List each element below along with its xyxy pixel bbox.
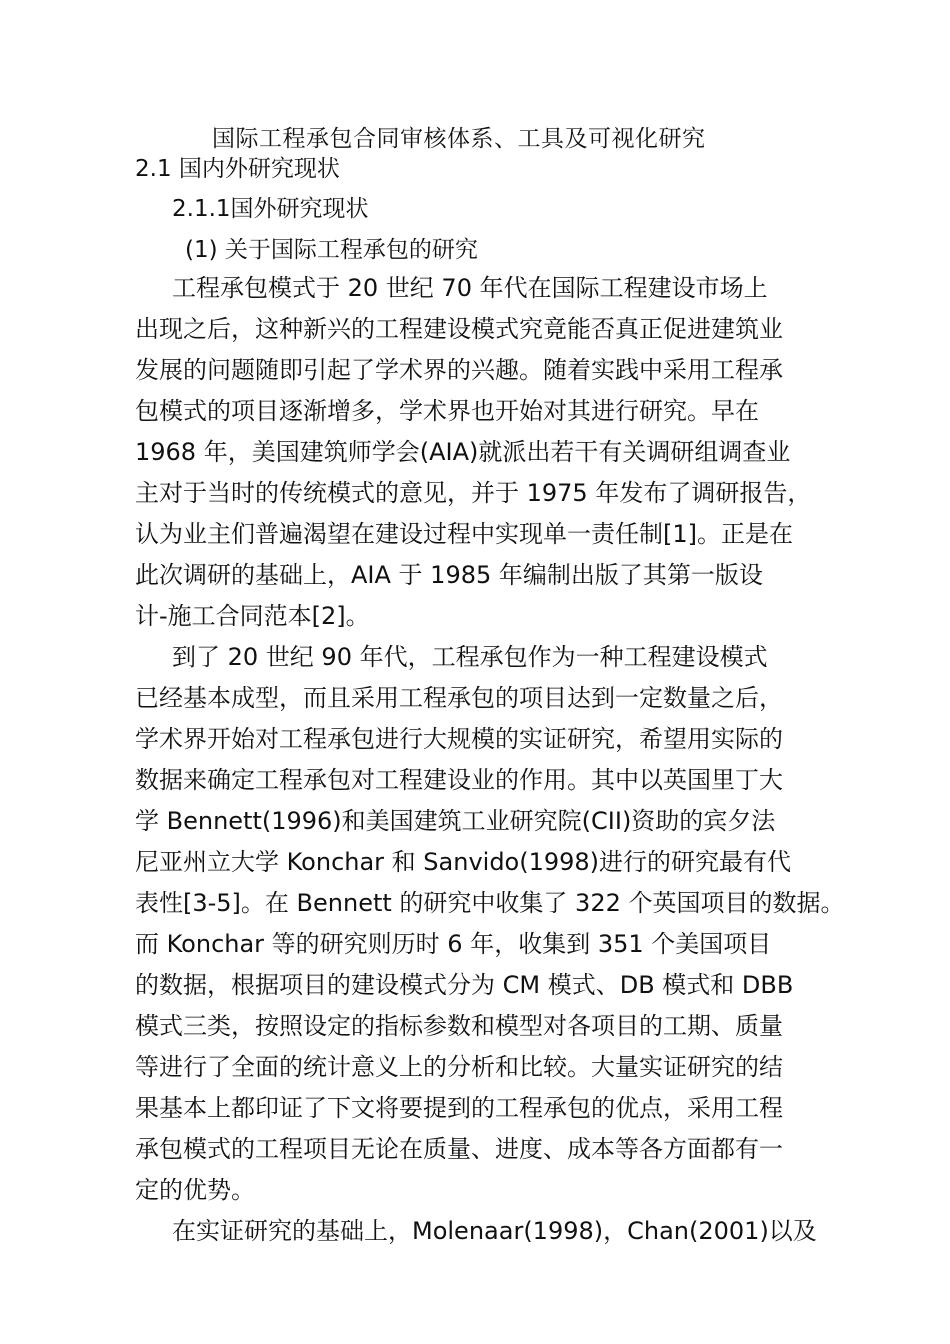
paragraph-line: 在实证研究的基础上，Molenaar(1998)，Chan(2001)以及 bbox=[172, 1217, 817, 1245]
paragraph-line: 包模式的项目逐渐增多，学术界也开始对其进行研究。早在 bbox=[135, 397, 759, 425]
paragraph-line: 模式三类，按照设定的指标参数和模型对各项目的工期、质量 bbox=[135, 1012, 783, 1040]
paragraph-line: 1968 年，美国建筑师学会(AIA)就派出若干有关调研组调查业 bbox=[135, 438, 791, 466]
document-title: 国际工程承包合同审核体系、工具及可视化研究 bbox=[212, 126, 706, 152]
paragraph-line: 承包模式的工程项目无论在质量、进度、成本等各方面都有一 bbox=[135, 1135, 783, 1163]
subsection-heading: 2.1.1国外研究现状 bbox=[172, 196, 369, 222]
paragraph-line: 学术界开始对工程承包进行大规模的实证研究，希望用实际的 bbox=[135, 725, 783, 753]
paragraph-line: 主对于当时的传统模式的意见，并于 1975 年发布了调研报告， bbox=[135, 479, 812, 507]
paragraph-line: 计-施工合同范本[2]。 bbox=[135, 602, 370, 630]
paragraph-line: 工程承包模式于 20 世纪 70 年代在国际工程建设市场上 bbox=[172, 274, 768, 302]
paragraph-line: 认为业主们普遍渴望在建设过程中实现单一责任制[1]。正是在 bbox=[135, 520, 793, 548]
paragraph-line: 学 Bennett(1996)和美国建筑工业研究院(CII)资助的宾夕法 bbox=[135, 807, 776, 835]
paragraph-line: 而 Konchar 等的研究则历时 6 年，收集到 351 个美国项目 bbox=[135, 930, 772, 958]
paragraph-line: 出现之后，这种新兴的工程建设模式究竟能否真正促进建筑业 bbox=[135, 315, 783, 343]
paragraph-line: 果基本上都印证了下文将要提到的工程承包的优点，采用工程 bbox=[135, 1094, 783, 1122]
paragraph-line: 此次调研的基础上，AIA 于 1985 年编制出版了其第一版设 bbox=[135, 561, 763, 589]
paragraph-line: 已经基本成型，而且采用工程承包的项目达到一定数量之后， bbox=[135, 684, 783, 712]
paragraph-line: 的数据，根据项目的建设模式分为 CM 模式、DB 模式和 DBB bbox=[135, 971, 794, 999]
paragraph-line: 表性[3-5]。在 Bennett 的研究中收集了 322 个英国项目的数据。 bbox=[135, 889, 845, 917]
paragraph-line: 尼亚州立大学 Konchar 和 Sanvido(1998)进行的研究最有代 bbox=[135, 848, 792, 876]
paragraph-line: 数据来确定工程承包对工程建设业的作用。其中以英国里丁大 bbox=[135, 766, 783, 794]
item-heading: (1) 关于国际工程承包的研究 bbox=[185, 237, 478, 263]
paragraph-line: 到了 20 世纪 90 年代，工程承包作为一种工程建设模式 bbox=[172, 643, 768, 671]
paragraph-line: 发展的问题随即引起了学术界的兴趣。随着实践中采用工程承 bbox=[135, 356, 783, 384]
section-heading: 2.1 国内外研究现状 bbox=[135, 156, 340, 182]
paragraph-line: 等进行了全面的统计意义上的分析和比较。大量实证研究的结 bbox=[135, 1053, 783, 1081]
paragraph-line: 定的优势。 bbox=[135, 1176, 255, 1204]
